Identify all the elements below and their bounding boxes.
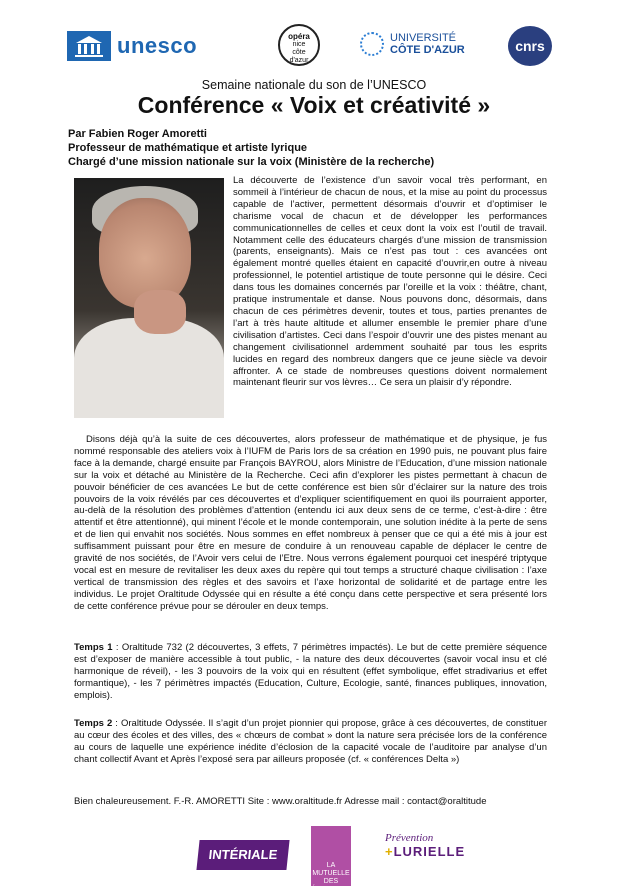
cnrs-logo: cnrs [508, 26, 552, 66]
sponsor-logos [0, 820, 628, 893]
lurielle-word: LURIELLE [393, 844, 466, 859]
lurielle-text [385, 844, 465, 859]
lmde-logo: LA MUTUELLE DES ÉTUDIANTS [311, 826, 351, 886]
uca-dots-icon [360, 32, 384, 56]
unesco-temple-icon [67, 31, 111, 61]
uca-text [390, 32, 465, 56]
prevention-text: Prévention [385, 832, 434, 844]
event-kicker: Semaine nationale du son de l’UNESCO [201, 78, 427, 92]
opera-logo-line: nice [292, 41, 306, 48]
unesco-wordmark: unesco [117, 33, 198, 58]
unesco-logo [67, 31, 197, 61]
temps-2-text: : Oraltitude Odyssée. Il s’agit d’un projet pionnier qui propose, grâce à ces découvertes, de constituer au cœur des écoles et des villes, des « chœurs de combat » dont la nature sera précisée lors de la conférence au cours de laquelle une expérience inédite d’éclosion de la capacité vocale de l’auditoire par analyse d’un chant collectif Avant et Après l’exposé sera par ailleurs proposée (cf. « conférences Delta ») [74, 718, 548, 765]
intro-paragraph: La découverte de l’existence d’un savoir vocal très performant, en sommeil à l’intérieur de chacun de nous, et la mise au point du processus capable de l’activer, permettent désormais d’ouvrir et d’optimiser le charisme vocal de chacun et de développer les performances communicationnelles de celles et ceux dont la voix est l’outil de travail. Notamment celle des éducateurs chargés d’une mission de transmission (parents, enseignants). Mais ce n’est pas tout : ces avancées ont également montré quelles étaient en capacité d’ouvrir,en outre à niveau professionnel, le potentiel artistique de toute personne qui le désire. Ceci dans tous les domaines concernés par l’oreille et la voix : théâtre, chant, pratique instrumentale et danse. Nous pouvons donc, désormais, dans chacun de ces périmètres devenir, toutes et tous, parties prenantes de l’art à très haute altitude et allumer ensemble le premier phare d’une civilisation d’artistes. Ceci dans l’espoir d’ouvrir une des pistes menant au changement civilisationnel ardemment souhaité par tous les esprits lucides en regard des nombreux dangers que ce jeune siècle va devoir affronter. A ce stade de nombreuses questions doivent normalement maintenant fleurir sur vos lèvres… Ce sera un plaisir d’y répondre. [233, 175, 547, 389]
opera-nice-logo [278, 24, 320, 66]
author-name: Par Fabien Roger Amoretti [68, 128, 207, 140]
temps-1-label: Temps 1 [74, 642, 113, 653]
signature-line: Bien chaleureusement. F.-R. AMORETTI Site : www.oraltitude.fr Adresse mail : contact@oraltitude [74, 796, 487, 807]
temps-2-label: Temps 2 [74, 718, 113, 729]
interiale-logo: INTÉRIALE [196, 840, 289, 870]
temps-1-paragraph [74, 642, 547, 702]
header-logos [0, 22, 628, 72]
universite-cote-azur-logo [360, 32, 465, 56]
opera-logo-line: opéra [288, 32, 310, 41]
uca-line-2: CÔTE D'AZUR [390, 44, 465, 56]
uca-line-1: UNIVERSITÉ [390, 32, 457, 44]
temple-icon [67, 31, 111, 61]
temps-1-text: : Oraltitude 732 (2 découvertes, 3 effets, 7 périmètres impactés). Le but de cette première séquence est d’exposer de manière accessible à tout public, - la nature des deux découvertes (savoir vocal insu et clé harmonique de réveil), - les 3 pouvoirs de la voix qui en résultent (effet symbolique, effet stradivarius et effet formantique), - les 7 périmètres impactés (Education, Culture, Ecologie, santé, finances publiques, innovation, emplois). [74, 642, 547, 701]
prevention-lurielle-logo [385, 832, 465, 859]
plus-icon: + [385, 844, 394, 859]
page-title: Conférence « Voix et créativité » [137, 92, 491, 118]
author-photo [74, 178, 224, 418]
author-byline [68, 127, 434, 169]
body-paragraph: Disons déjà qu’à la suite de ces découvertes, alors professeur de mathématique et de physique, je fus nommé responsable des ateliers voix à l’IUFM de Paris lors de sa création en 1990 puis, ne pouvant plus faire face à la demande, chargé ensuite par François BAYROU, alors Ministre de l’Education, d’une mission nationale sur la voix et détaché au Ministère de la Recherche. Ceci afin d’explorer les pistes permettant à chacun de pouvoir bénéficier de ces avancées Le but de cette conférence est bien sûr d’éclairer sur la nature des trois pouvoirs de la voix révélés par ces découvertes et d’expliquer scientifiquement en quoi ils pourraient apporter, au-delà de la résolution des problèmes d’attention (entendu ici aux deux sens de ce terme, c’est-à-dire : être attentif et être attentionné), qui minent l’école et le monde contemporain, une solution inédite à la perte de sens et de lien qui envahit nos sociétés. Nous sommes en effet nombreux à penser que ce qui a été mis à jour est suffisamment puissant pour être en mesure de conduire à un renouveau capable de déplacer le centre de gravité de nos sociétés, de l’Avoir vers celui de l’Etre. Nous verrons également pourquoi cet inespéré triptyque vocal est en mesure de revitaliser les deux axes du repère qui tout temps a structuré chaque civilisation : l’axe vertical de transmission des règles et des savoirs et l’axe horizontal de solidarité et de partage entre les individus. Le projet Oraltitude Odyssée qui en résulte a été conçu dans cette perspective et sera présenté lors de cette conférence prévue pour se dérouler en deux temps. [74, 434, 547, 612]
photo-hand [134, 290, 186, 334]
opera-logo-line: côte [292, 49, 306, 56]
temps-2-paragraph [74, 718, 547, 766]
author-mission: Chargé d’une mission nationale sur la voix (Ministère de la recherche) [68, 156, 435, 168]
opera-logo-line: d'azur [289, 57, 309, 64]
author-role: Professeur de mathématique et artiste lyrique [68, 142, 308, 154]
